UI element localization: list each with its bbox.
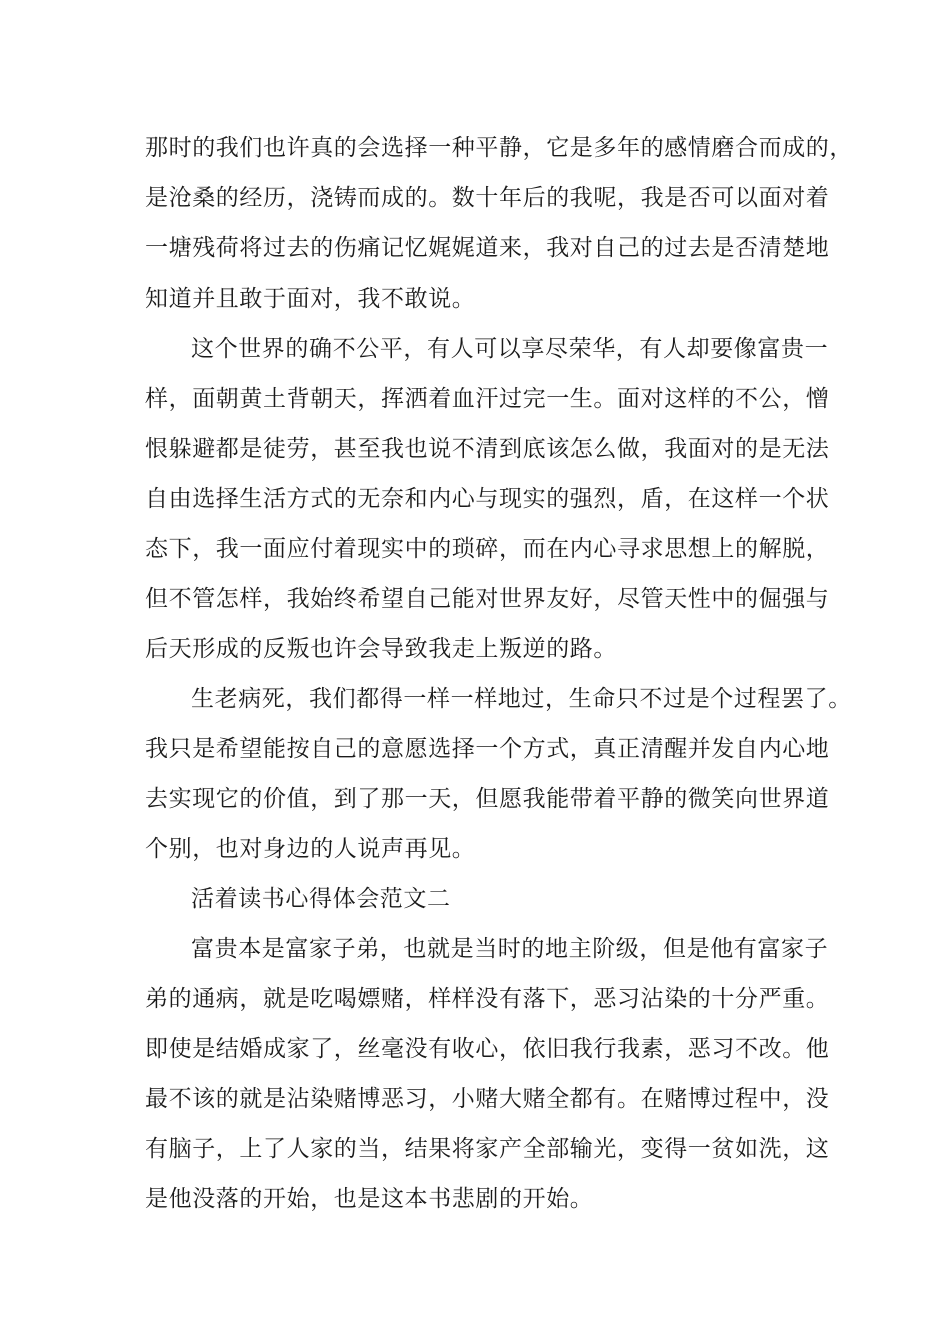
text-line: 后天形成的反叛也许会导致我走上叛逆的路。: [145, 636, 617, 662]
text-line: 一塘残荷将过去的伤痛记忆娓娓道来，我对自己的过去是否清楚地: [145, 235, 830, 261]
text-line: 最不该的就是沾染赌博恶习，小赌大赌全都有。在赌博过程中，没: [145, 1086, 830, 1112]
text-line: 是沧桑的经历，浇铸而成的。数十年后的我呢，我是否可以面对着: [145, 185, 830, 211]
text-line: 知道并且敢于面对，我不敢说。: [145, 286, 476, 312]
text-line: 恨躲避都是徒劳，甚至我也说不清到底该怎么做，我面对的是无法: [145, 436, 830, 462]
text-line: 自由选择生活方式的无奈和内心与现实的强烈，盾，在这样一个状: [145, 486, 830, 512]
text-line: 即使是结婚成家了，丝毫没有收心，依旧我行我素，恶习不改。他: [145, 1036, 830, 1062]
text-line: 是他没落的开始，也是这本书悲剧的开始。: [145, 1186, 594, 1212]
text-line: 态下，我一面应付着现实中的琐碎，而在内心寻求思想上的解脱，: [145, 536, 830, 562]
text-line: 我只是希望能按自己的意愿选择一个方式，真正清醒并发自内心地: [145, 736, 830, 762]
text-line: 富贵本是富家子弟，也就是当时的地主阶级，但是他有富家子: [191, 936, 829, 962]
text-line: 样，面朝黄土背朝天，挥洒着血汗过完一生。面对这样的不公，憎: [145, 386, 830, 412]
text-line: 生老病死，我们都得一样一样地过，生命只不过是个过程罢了。: [191, 686, 852, 712]
text-line: 这个世界的确不公平，有人可以享尽荣华，有人却要像富贵一: [191, 336, 829, 362]
text-line: 个别，也对身边的人说声再见。: [145, 836, 476, 862]
text-line: 但不管怎样，我始终希望自己能对世界友好，尽管天性中的倔强与: [145, 586, 830, 612]
text-line: 有脑子，上了人家的当，结果将家产全部输光，变得一贫如洗，这: [145, 1136, 830, 1162]
text-line: 去实现它的价值，到了那一天，但愿我能带着平静的微笑向世界道: [145, 786, 830, 812]
text-line: 那时的我们也许真的会选择一种平静，它是多年的感情磨合而成的，: [145, 135, 853, 161]
section-heading: 活着读书心得体会范文二: [191, 886, 451, 912]
text-line: 弟的通病，就是吃喝嫖赌，样样没有落下，恶习沾染的十分严重。: [145, 986, 830, 1012]
